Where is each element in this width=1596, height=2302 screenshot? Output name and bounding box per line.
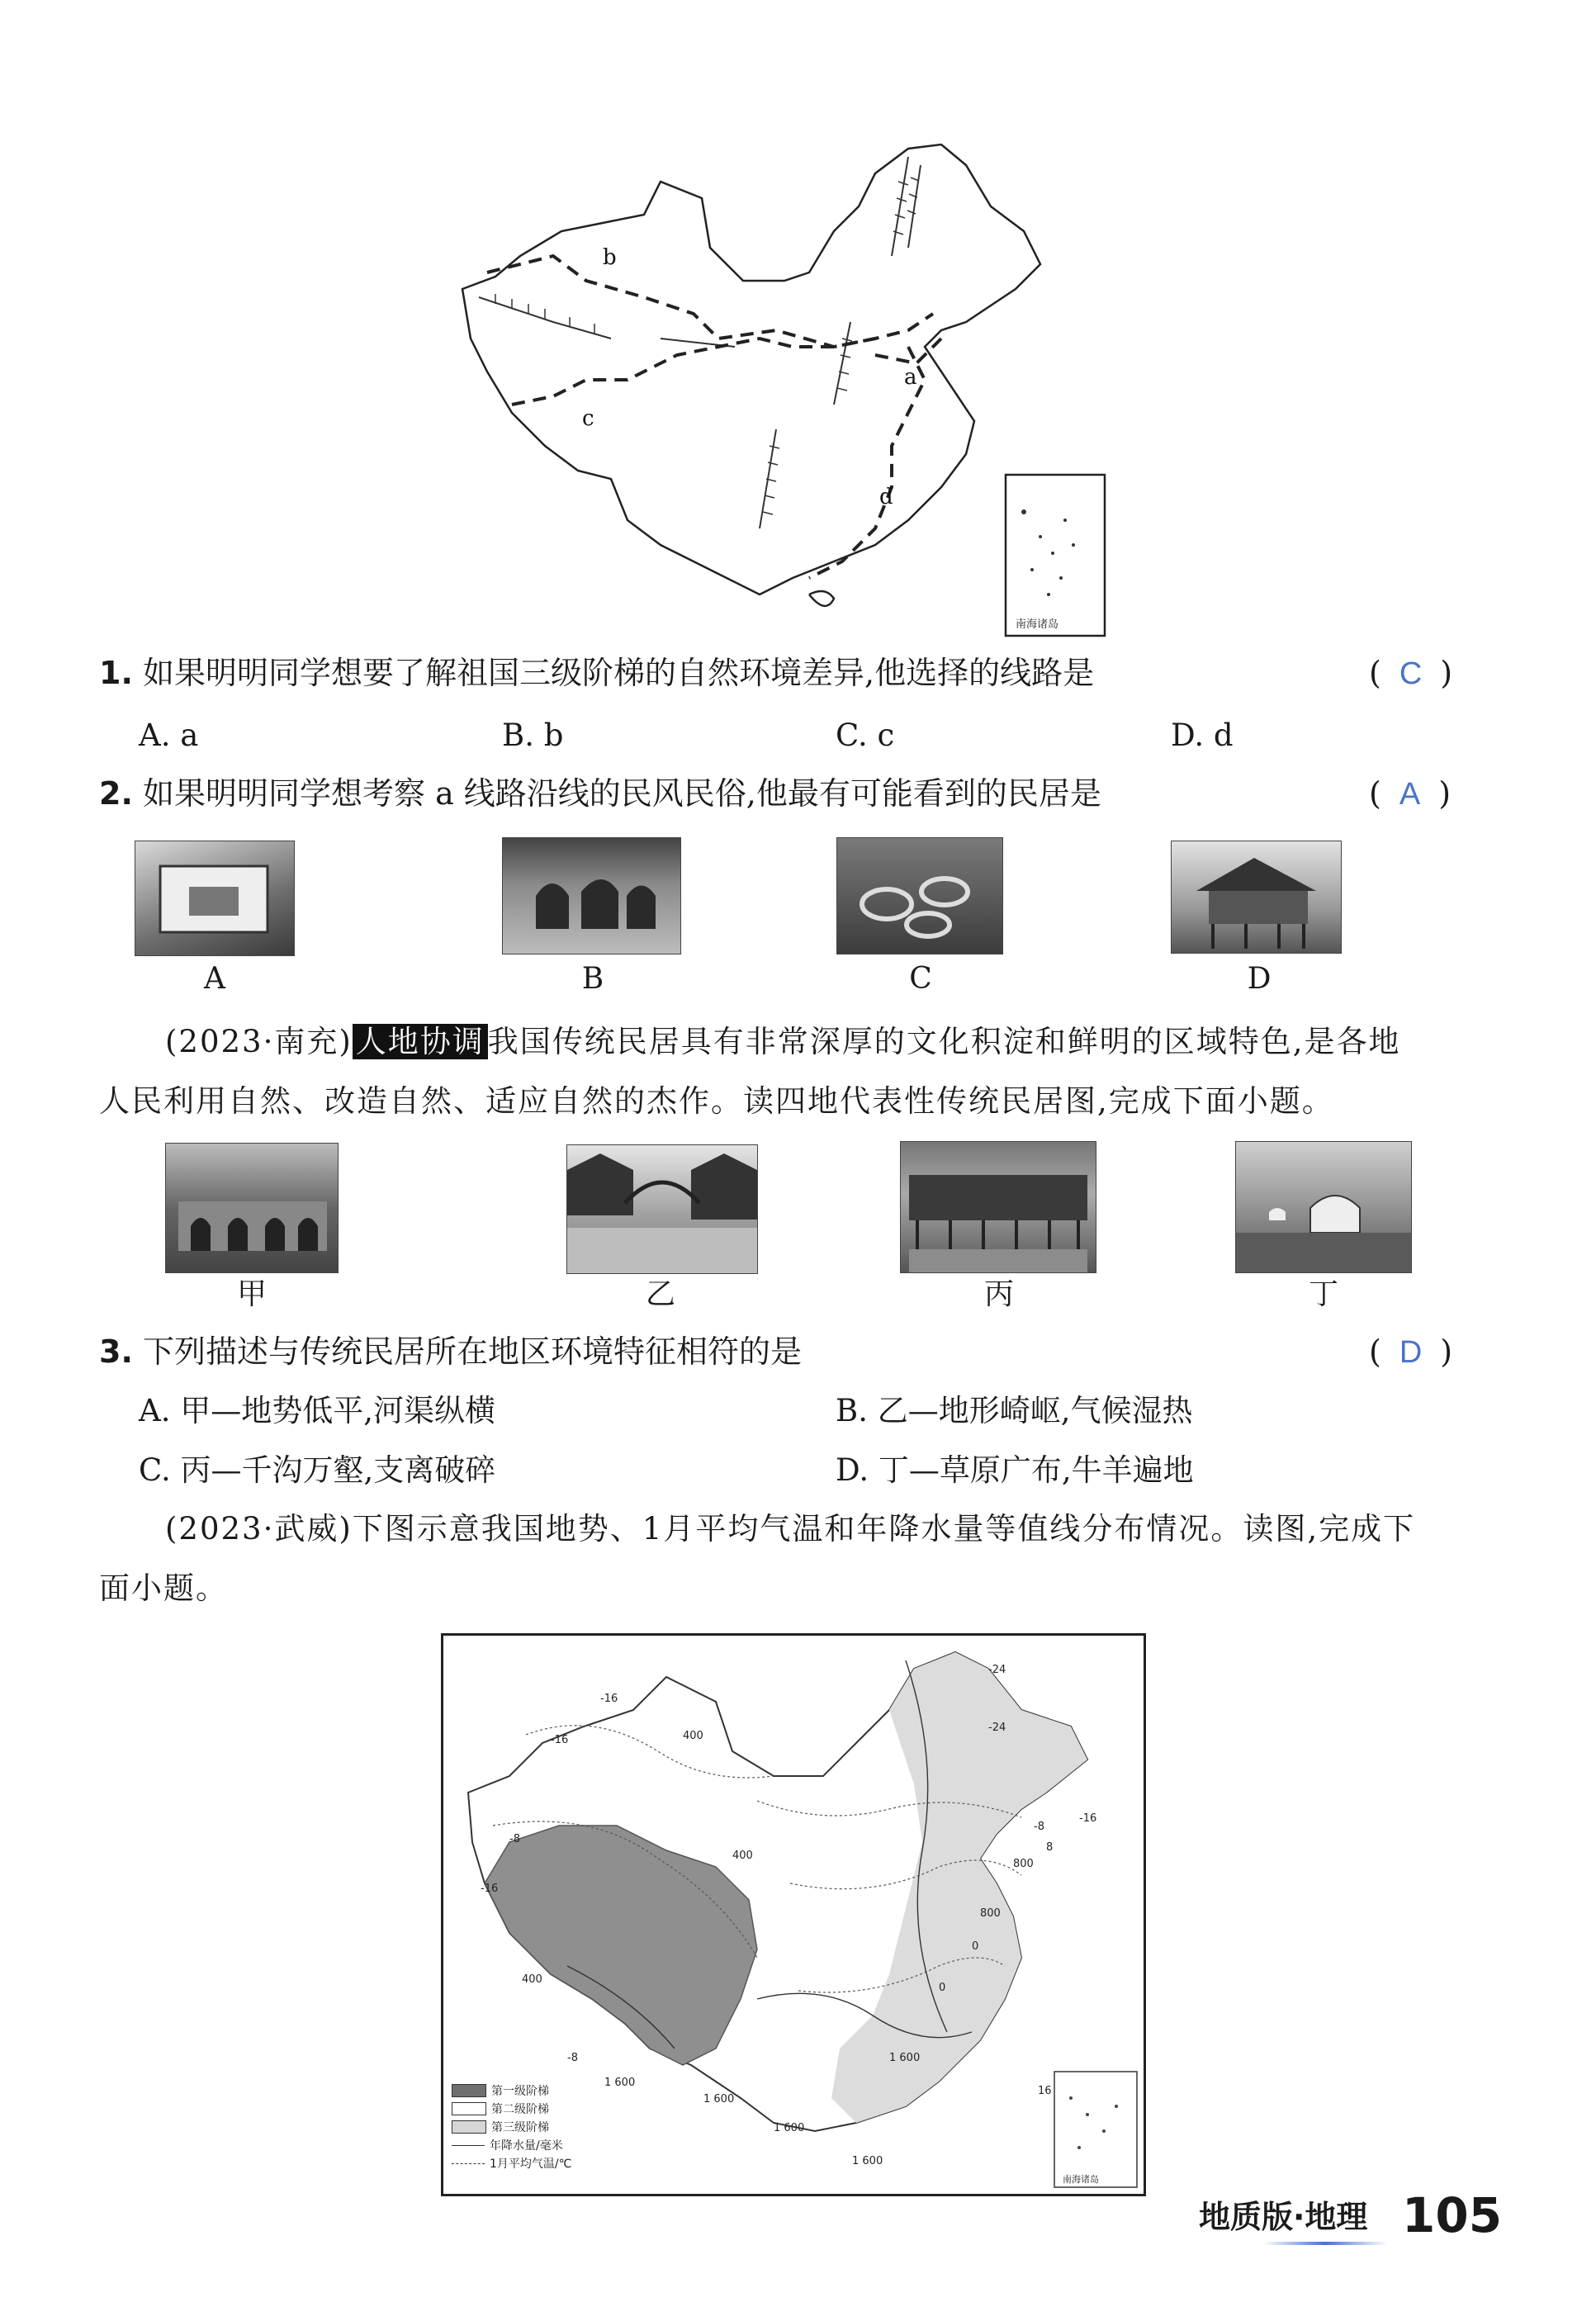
question-2 [99, 773, 1101, 814]
legend-third-step: 第三级阶梯 [452, 2118, 571, 2136]
question-2-answer: A [1399, 777, 1421, 812]
map1-inset-label: 南海诸岛 [1016, 618, 1059, 631]
photo-jia-cave-dwelling [165, 1143, 339, 1273]
route-label-a: a [904, 365, 917, 390]
question-3-number: 3. [99, 1333, 133, 1370]
route-map [446, 132, 1123, 644]
question-1-answer: C [1399, 656, 1423, 691]
question-3-text: 下列描述与传统民居所在地区环境特征相符的是 [142, 1333, 802, 1370]
contour-label: -16 [600, 1693, 618, 1705]
q3-option-b: B. 乙—地形崎岖,气候湿热 [836, 1393, 1193, 1428]
photo-label-jia: 甲 [236, 1277, 267, 1311]
photo-cave-dwelling [502, 837, 681, 954]
contour-label: 8 [1046, 1841, 1054, 1854]
legend-precipitation-line: 年降水量/毫米 [452, 2136, 571, 2154]
photo-label-d: D [1247, 962, 1272, 996]
q1-option-a: A. a [139, 718, 199, 753]
footer-brand [1199, 2196, 1367, 2238]
photo-label-c: C [909, 962, 932, 996]
intro-1-line1: 我国传统民居具有非常深厚的文化积淀和鲜明的区域特色,是各地 [487, 1024, 1401, 1059]
contour-label: 1 600 [852, 2155, 883, 2167]
contour-label: 1 600 [774, 2122, 805, 2134]
q1-option-c: C. c [836, 718, 895, 753]
contour-label: 1 600 [604, 2077, 636, 2089]
question-3-answer: D [1399, 1335, 1423, 1370]
route-label-b: b [603, 245, 617, 270]
question-2-number: 2. [99, 775, 133, 812]
contour-label: -16 [481, 1883, 499, 1895]
question-3-answer-slot: ( D ) [1369, 1333, 1453, 1370]
contour-label: 1 600 [703, 2093, 735, 2105]
contour-label: 16 [1038, 2085, 1052, 2097]
photo-label-ding: 丁 [1308, 1277, 1338, 1311]
intro-1-source: (2023·南充) [165, 1024, 353, 1059]
contour-label: 800 [1013, 1858, 1034, 1870]
intro-2-line2: 面小题。 [99, 1570, 228, 1606]
q1-option-b: B. b [502, 718, 564, 753]
intro-paragraph-1 [99, 1012, 1503, 1131]
contour-label: 400 [522, 1973, 542, 1986]
intro-1-tag: 人地协调 [353, 1024, 488, 1059]
photo-bing-stilt-buildings [900, 1141, 1096, 1273]
question-3 [99, 1331, 802, 1372]
photo-ding-yurt [1235, 1141, 1412, 1273]
q1-option-d: D. d [1171, 718, 1234, 753]
q3-option-d: D. 丁—草原广布,牛羊遍地 [836, 1452, 1194, 1488]
contour-label: -8 [567, 2052, 578, 2064]
photo-label-a: A [204, 962, 225, 996]
contour-label: 0 [972, 1940, 979, 1953]
contour-label: -16 [1079, 1812, 1097, 1825]
route-label-d: d [879, 485, 893, 509]
footer-underline [1263, 2242, 1387, 2245]
photo-label-b: B [581, 962, 604, 996]
q3-option-a: A. 甲—地势低平,河渠纵横 [139, 1393, 496, 1428]
question-1-answer-slot: ( C ) [1369, 655, 1453, 691]
question-2-text: 如果明明同学想考察 a 线路沿线的民风民俗,他最有可能看到的民居是 [142, 775, 1101, 812]
intro-2-line1: (2023·武威)下图示意我国地势、1月平均气温和年降水量等值线分布情况。读图,完成下 [165, 1511, 1416, 1547]
contour-label: -24 [988, 1722, 1006, 1734]
page-number: 105 [1402, 2187, 1503, 2243]
intro-paragraph-2 [99, 1499, 1503, 1618]
contour-label: -16 [551, 1734, 569, 1746]
photo-stilt-house [1171, 841, 1342, 954]
legend-first-step: 第一级阶梯 [452, 2082, 571, 2100]
contour-label: 800 [980, 1907, 1001, 1920]
question-1-number: 1. [99, 655, 133, 691]
photo-tulou [836, 837, 1003, 954]
contour-label: -8 [1034, 1821, 1044, 1833]
map2-inset-label: 南海诸岛 [1063, 2174, 1099, 2185]
map-legend [452, 2082, 571, 2172]
q3-option-c: C. 丙—千沟万壑,支离破碎 [139, 1452, 496, 1488]
contour-label: 0 [939, 1982, 946, 1994]
question-1-text: 如果明明同学想要了解祖国三级阶梯的自然环境差异,他选择的线路是 [142, 655, 1095, 691]
footer-brand-text: 地质版·地理 [1199, 2199, 1368, 2235]
contour-label: 400 [732, 1850, 753, 1862]
photo-label-bing: 丙 [983, 1277, 1014, 1311]
legend-temperature-line: 1月平均气温/℃ [452, 2154, 571, 2172]
question-2-answer-slot: ( A ) [1369, 775, 1452, 812]
photo-courtyard-house [135, 841, 295, 956]
route-label-c: c [582, 406, 594, 431]
contour-label: 1 600 [889, 2052, 921, 2064]
terrain-climate-map [441, 1633, 1146, 2196]
contour-label: -8 [509, 1833, 520, 1845]
contour-label: 400 [683, 1730, 703, 1742]
photo-label-yi: 乙 [645, 1277, 675, 1311]
photo-yi-water-town [566, 1144, 758, 1274]
question-1 [99, 652, 1094, 694]
contour-label: -24 [988, 1664, 1006, 1676]
intro-1-line2: 人民利用自然、改造自然、适应自然的杰作。读四地代表性传统民居图,完成下面小题。 [99, 1083, 1334, 1119]
legend-second-step: 第二级阶梯 [452, 2100, 571, 2118]
